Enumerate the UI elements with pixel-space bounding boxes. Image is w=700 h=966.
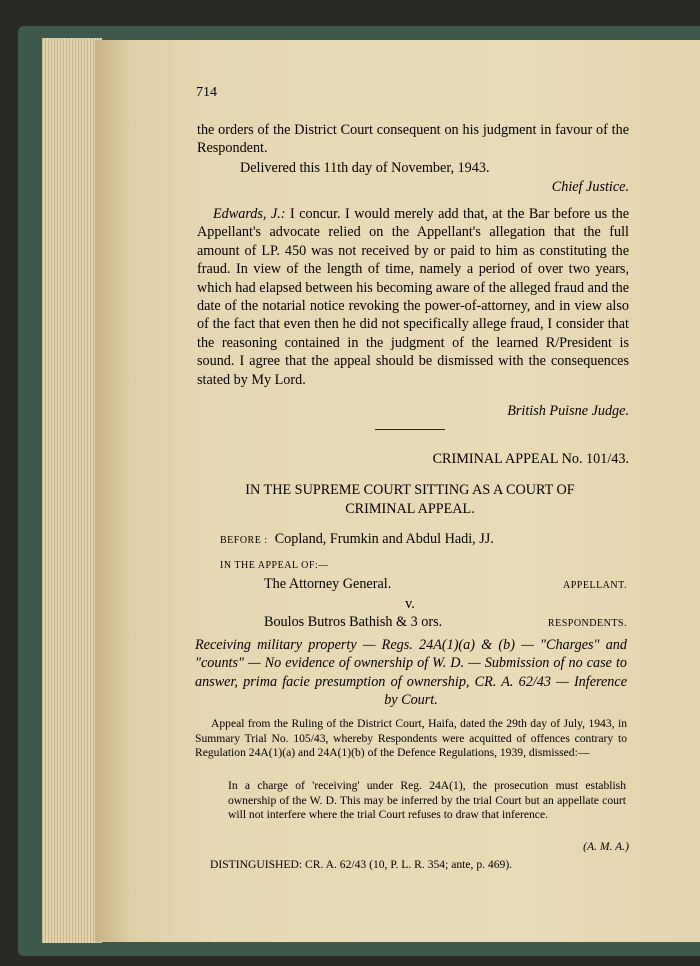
in-appeal-of: IN THE APPEAL OF:— <box>220 560 329 571</box>
appellant-label: APPELLANT. <box>563 580 627 591</box>
appeal-paragraph-text: Appeal from the Ruling of the District Court, Haifa, dated the 29th day of July, 1943, in Summary Trial No. 105/43, whereby Respondents were acquitted of offences contrary to Regulation 24A(1)(a) and 24A(1)(b) of the Defence Regulations, 1939, dismissed:— <box>195 717 627 760</box>
appellant-name: The Attorney General. <box>264 576 392 592</box>
delivered-line: Delivered this 11th day of November, 1943. <box>240 160 490 176</box>
before-judges: Copland, Frumkin and Abdul Hadi, JJ. <box>274 531 494 547</box>
page-number: 714 <box>196 85 217 100</box>
top-paragraph <box>197 121 629 158</box>
page-edges <box>42 38 102 943</box>
chief-justice: Chief Justice. <box>551 179 629 195</box>
edwards-text: I concur. I would merely add that, at the Bar before us the Appellant's advocate relied on the Appellant's allegation that the full amount of LP. 450 was not received by or paid to him as constituting the fraud. In view of the length of time, namely a period of over two years, which had elapsed between his becoming aware of the alleged fraud and the date of the notarial notice revoking the power-of-attorney, and in view also of the fact that even then he did not specifically allege fraud, I consider that the reasoning contained in the judgment of the learned R/President is sound. I agree that the appeal should be dismissed with the consequences stated by My Lord. <box>197 206 629 388</box>
before-label: BEFORE : <box>220 535 268 546</box>
court-heading-line1: IN THE SUPREME COURT SITTING AS A COURT OF <box>245 482 575 498</box>
respondent-name: Boulos Butros Bathish & 3 ors. <box>264 614 443 630</box>
court-heading-line2: CRIMINAL APPEAL. <box>345 501 475 517</box>
holding-paragraph <box>228 779 626 823</box>
top-paragraph-text: the orders of the District Court consequent on his judgment in favour of the Respondent. <box>197 122 629 157</box>
before-line <box>220 530 620 550</box>
distinguished-line: DISTINGUISHED: CR. A. 62/43 (10, P. L. R. 354; ante, p. 469). <box>210 858 513 871</box>
versus: v. <box>405 596 415 612</box>
appeal-paragraph <box>195 717 627 761</box>
holding-text: In a charge of 'receiving' under Reg. 24A(1), the prosecution must establish ownership of the W. D. This may be inferred by the trial Court but an appellate court will not interfere where the trial Court refuses to draw that inference. <box>228 779 626 822</box>
headnote-text: Receiving military property — Regs. 24A(1)(a) & (b) — "Charges" and "counts" — No evidence of ownership of W. D. — Submission of no case to answer, prima facie presumption of ownership, CR. A. 62/43 — Inference by Court. <box>195 637 627 709</box>
appeal-title: CRIMINAL APPEAL No. 101/43. <box>432 451 629 467</box>
respondent-label: RESPONDENTS. <box>547 618 627 629</box>
edwards-name: Edwards, J.: <box>213 206 286 222</box>
puisne-judge: British Puisne Judge. <box>507 403 629 419</box>
edwards-opinion <box>197 205 629 389</box>
section-divider <box>375 429 445 430</box>
headnote <box>195 636 627 710</box>
initials: (A. M. A.) <box>583 840 629 853</box>
